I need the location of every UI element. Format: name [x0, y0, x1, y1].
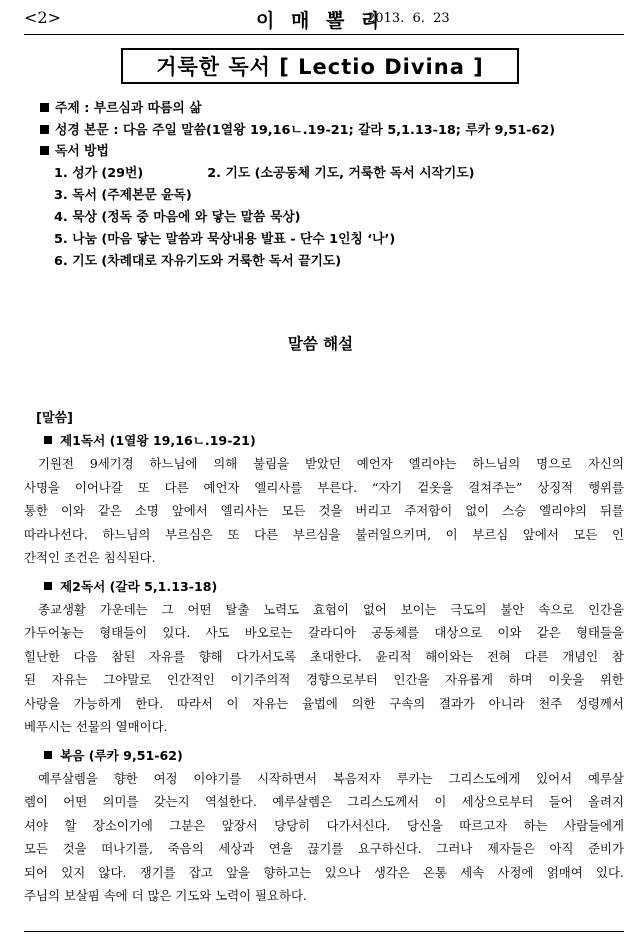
reading-paragraph — [24, 452, 624, 570]
footer-rule — [24, 931, 624, 932]
square-bullet-icon — [40, 103, 49, 112]
scripture-value: 다음 주일 말씀(1열왕 19,16ㄴ.19-21; 갈라 5,1.13-18; 루카 9,51-62) — [122, 122, 556, 138]
page-title: 거룩한 독서 [ Lectio Divina ] — [156, 55, 484, 79]
paragraph-line: 따라나선다. 하느님의 부르심은 또 다른 부르심을 불러일으키며, 이 부르심 앞에서 모든 인 — [24, 526, 624, 542]
step-row — [54, 229, 620, 251]
reading-heading — [24, 745, 624, 767]
step-item: 6. 기도 (차례대로 자유기도와 거룩한 독서 끝기도) — [54, 253, 342, 269]
step-row — [54, 251, 620, 273]
square-bullet-icon — [44, 436, 52, 444]
theme-value: 부르심과 따름의 삶 — [93, 101, 202, 116]
paragraph-line: 셔야 할 장소이기에 그분은 앞장서 당당히 다가서신다. 당신을 따르고자 하는 사람들에게 — [24, 817, 624, 833]
title-box — [121, 48, 519, 84]
paragraph-line: 종교생활 가운데는 그 어떤 탈출 노력도 효험이 없어 보이는 극도의 불안 속으로 인간을 — [38, 601, 624, 617]
reading-paragraph — [24, 767, 624, 908]
readings-list — [24, 430, 624, 908]
step-item: 1. 성가 (29번) — [54, 165, 144, 181]
paragraph-line: 모든 것을 떠나기를, 죽음의 세상과 연을 끊기를 요구하신다. 그러나 제자들은 아직 준비가 — [24, 841, 624, 856]
issue-date: 2013. 6. 23 — [367, 11, 450, 26]
reading-paragraph — [24, 598, 624, 739]
method-label: 독서 방법 — [55, 144, 109, 159]
step-row — [54, 163, 620, 185]
reading-heading — [24, 430, 624, 452]
method-steps — [40, 163, 620, 273]
reading-title: 제1독서 (1열왕 19,16ㄴ.19-21) — [60, 433, 256, 448]
step-item: 2. 기도 (소공동체 기도, 거룩한 독서 시작기도) — [207, 165, 475, 181]
header-rule — [24, 34, 624, 35]
newsletter-name: 이 매 뽈 리 — [256, 10, 385, 32]
paragraph-line: 렘이 어떤 의미를 갖는지 역설한다. 예루살렘은 그리스도께서 이 세상으로부터 들어 올려지 — [24, 794, 624, 809]
readings-label: [말씀] — [36, 411, 73, 426]
paragraph-line: 사랑을 가능하게 한다. 따라서 이 자유는 율법에 의한 구속의 결과가 아니라 천주 성령께서 — [24, 695, 624, 711]
paragraph-line: 예루살렘을 향한 여정 이야기를 시작하면서 복음저자 루카는 그리스도에게 있어서 예루살 — [38, 770, 624, 786]
step-row — [54, 185, 620, 207]
paragraph-line: 통한 이와 같은 소명 앞에서 엘리사는 모든 것을 버리고 주저함이 없이 스승 엘리야의 뒤를 — [24, 503, 624, 518]
reading-title: 복음 (루카 9,51-62) — [60, 747, 183, 763]
step-item: 4. 묵상 (정독 중 마음에 와 닿는 말씀 묵상) — [54, 209, 301, 225]
step-row — [54, 207, 620, 229]
scripture-row: 성경 본문 : 다음 주일 말씀(1열왕 19,16ㄴ.19-21; 갈라 5,1.13-18; 루카 9,51-62) — [40, 120, 620, 142]
paragraph-line: 힐난한 다음 참된 자유를 향해 다가서도록 초대한다. 윤리적 해이와는 전혀 다른 개념인 참 — [24, 648, 624, 664]
section-title: 말씀 해설 — [287, 335, 354, 353]
info-block — [40, 98, 620, 273]
reading-heading — [24, 576, 624, 598]
step-item: 3. 독서 (주제본문 윤독) — [54, 187, 192, 203]
paragraph-line: 사명을 이어나갈 또 다른 예언자 엘리사를 부른다. “자기 겉옷을 걸쳐주는” 상징적 행위를 — [24, 479, 624, 495]
paragraph-line: 된 자유는 그야말로 인간적인 이기주의적 경향으로부터 인간을 자유롭게 하며 이웃을 위한 — [24, 672, 624, 687]
square-bullet-icon — [40, 146, 49, 155]
paragraph-line: 되어 있지 않다. 쟁기를 잡고 앞을 향하고는 있으나 생각은 온통 세속 사정에 얽매여 있다. — [24, 864, 624, 880]
theme-label: 주제 — [55, 101, 80, 116]
paragraph-line: 주님의 보살핌 속에 더 많은 기도와 노력이 필요하다. — [24, 888, 307, 903]
theme-row: 주제 : 부르심과 따름의 삶 — [40, 98, 620, 120]
paragraph-line: 기원전 9세기경 하느님에 의해 불림을 받았던 예언자 엘리야는 하느님의 명으로 자신의 — [38, 456, 624, 471]
readings-body — [24, 408, 624, 908]
paragraph-line: 가두어놓는 형태들이 있다. 사도 바오로는 갈라디아 공동체를 대상으로 이와 같은 형태들을 — [24, 625, 624, 640]
method-row — [40, 141, 620, 163]
page-header — [24, 8, 624, 32]
scripture-label: 성경 본문 — [55, 122, 109, 138]
paragraph-line: 베푸시는 선물의 열매이다. — [24, 719, 168, 734]
square-bullet-icon — [44, 582, 52, 590]
square-bullet-icon — [44, 751, 52, 759]
paragraph-line: 간적인 조건은 침식된다. — [24, 550, 156, 565]
page-number: <2> — [24, 8, 61, 27]
square-bullet-icon — [40, 125, 49, 134]
step-item: 5. 나눔 (마음 닿는 말씀과 묵상내용 발표 - 단수 1인칭 ‘나’) — [54, 231, 396, 247]
reading-title: 제2독서 (갈라 5,1.13-18) — [60, 578, 218, 594]
